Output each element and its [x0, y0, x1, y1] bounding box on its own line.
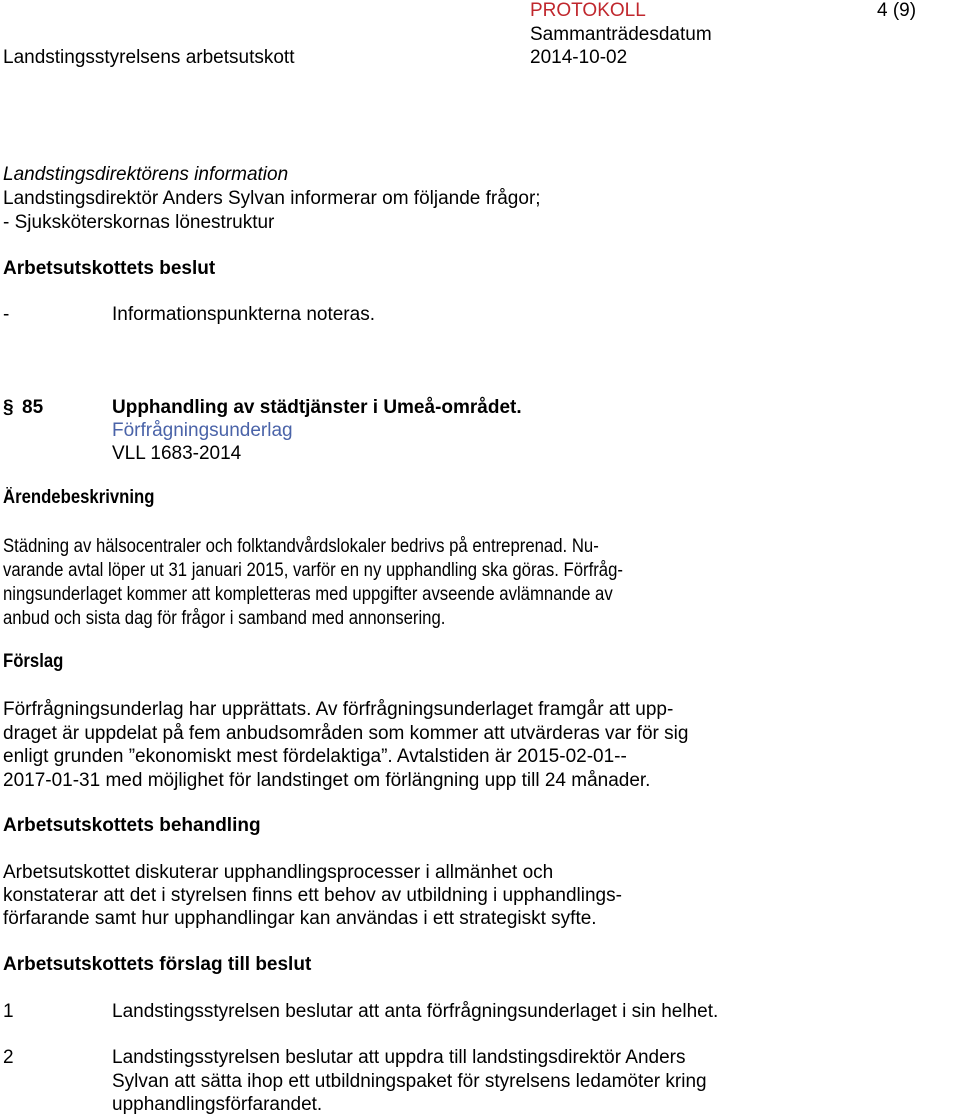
meeting-date: 2014-10-02 [530, 47, 628, 68]
list-item-line: Sylvan att sätta ihop ett utbildningspaket för styrelsens ledamöter kring [112, 1071, 707, 1092]
paragraph-line: varande avtal löper ut 31 januari 2015, varför en ny upphandling ska göras. Förfråg- [3, 560, 623, 581]
section-heading: Arbetsutskottets behandling [3, 815, 261, 836]
section-heading: Arbetsutskottets förslag till beslut [3, 954, 312, 975]
info-line: - Sjuksköterskornas lönestruktur [3, 212, 275, 233]
paragraph-line: Arbetsutskottet diskuterar upphandlingsprocesser i allmänhet och [3, 862, 554, 883]
item-reference: VLL 1683-2014 [112, 443, 242, 464]
item-number: 85 [22, 397, 44, 418]
paragraph-line: 2017-01-31 med möjlighet för landstinget om förlängning upp till 24 månader. [3, 770, 651, 791]
organization-name: Landstingsstyrelsens arbetsutskott [3, 47, 295, 68]
section-heading: Ärendebeskrivning [3, 487, 155, 508]
info-heading: Landstingsdirektörens information [3, 164, 289, 185]
item-title: Upphandling av städtjänster i Umeå-området. [112, 397, 522, 418]
list-item-line: Landstingsstyrelsen beslutar att anta förfrågningsunderlaget i sin helhet. [112, 1001, 719, 1022]
list-item-line: Landstingsstyrelsen beslutar att uppdra till landstingsdirektör Anders [112, 1047, 686, 1068]
section-heading: Förslag [3, 651, 64, 672]
page-number: 4 (9) [877, 0, 917, 21]
date-label: Sammanträdesdatum [530, 24, 712, 45]
paragraph-line: anbud och sista dag för frågor i samband med annonsering. [3, 608, 446, 629]
info-line: Landstingsdirektör Anders Sylvan informerar om följande frågor; [3, 188, 541, 209]
list-item-number: 1 [3, 1001, 14, 1022]
paragraph-line: ningsunderlaget kommer att kompletteras med uppgifter avseende avlämnande av [3, 584, 613, 605]
decision-dash: - [3, 304, 10, 325]
item-subtitle: Förfrågningsunderlag [112, 420, 293, 441]
paragraph-line: Förfrågningsunderlag har upprättats. Av förfrågningsunderlaget framgår att upp- [3, 699, 674, 720]
list-item-line: upphandlingsförfarandet. [112, 1094, 323, 1115]
decision-text: Informationspunkterna noteras. [112, 304, 375, 325]
list-item-number: 2 [3, 1047, 14, 1068]
paragraph-line: Städning av hälsocentraler och folktandvårdslokaler bedrivs på entreprenad. Nu- [3, 536, 599, 557]
document-type: PROTOKOLL [530, 0, 646, 21]
paragraph-line: draget är uppdelat på fem anbudsområden som kommer att utvärderas var för sig [3, 723, 689, 744]
section-mark: § [3, 397, 14, 418]
decision-heading: Arbetsutskottets beslut [3, 258, 216, 279]
paragraph-line: enligt grunden ”ekonomiskt mest fördelaktiga”. Avtalstiden är 2015-02-01-- [3, 746, 627, 767]
paragraph-line: förfarande samt hur upphandlingar kan användas i ett strategiskt syfte. [3, 908, 597, 929]
paragraph-line: konstaterar att det i styrelsen finns ett behov av utbildning i upphandlings- [3, 885, 622, 906]
